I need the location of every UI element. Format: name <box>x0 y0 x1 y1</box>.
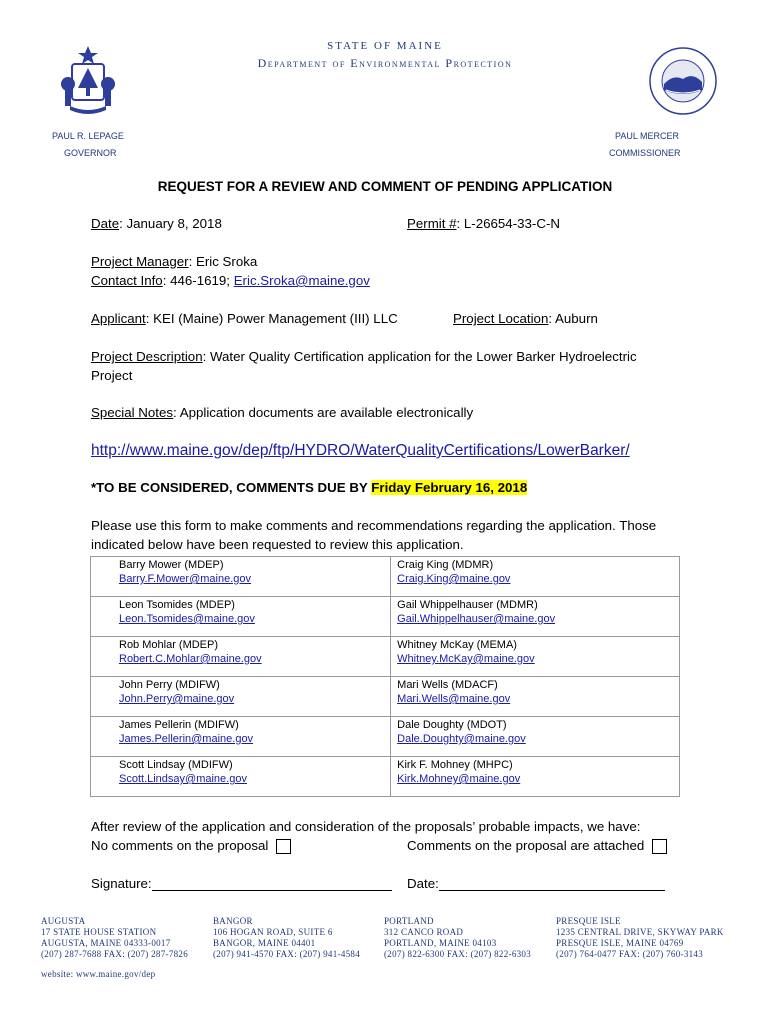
project-description-line2: Project <box>91 368 133 383</box>
recipient-email-link[interactable]: Gail.Whippelhauser@maine.gov <box>397 613 556 625</box>
recipient-name: Barry Mower (MDEP) <box>119 559 224 571</box>
footer-phone: (207) 764-0477 FAX: (207) 760-3143 <box>556 949 704 959</box>
date-label: Date <box>91 216 120 231</box>
sign-date-label: Date: <box>407 876 439 891</box>
recipient-cell <box>91 757 391 797</box>
contact-info-row <box>91 273 370 288</box>
footer-address: 17 STATE HOUSE STATION <box>41 927 157 937</box>
date-row <box>91 216 222 231</box>
footer-office-presque-isle <box>556 916 724 960</box>
permit-row <box>407 216 560 231</box>
project-description-label: Project Description <box>91 349 203 364</box>
recipient-name: Scott Lindsay (MDIFW) <box>119 759 233 771</box>
recipient-cell <box>91 597 391 637</box>
footer-office-augusta <box>41 916 188 960</box>
special-notes-value: : Application documents are available electronically <box>173 405 474 420</box>
footer-city: PRESQUE ISLE <box>556 916 621 926</box>
recipient-row <box>91 717 680 757</box>
no-comments-checkbox[interactable] <box>276 839 291 854</box>
recipient-cell <box>391 677 680 717</box>
signature-field[interactable] <box>152 876 392 891</box>
footer-address: 312 CANCO ROAD <box>384 927 464 937</box>
state-heading: STATE OF MAINE <box>327 40 443 52</box>
project-location-value: : Auburn <box>548 311 598 326</box>
comments-attached-checkbox[interactable] <box>652 839 667 854</box>
footer-phone: (207) 287-7688 FAX: (207) 287-7826 <box>41 949 189 959</box>
recipient-cell <box>391 717 680 757</box>
footer-phone: (207) 822-6300 FAX: (207) 822-6303 <box>384 949 532 959</box>
recipient-email-link[interactable]: Dale.Doughty@maine.gov <box>397 733 526 745</box>
project-description-row <box>91 349 637 364</box>
recipient-name: Rob Mohlar (MDEP) <box>119 639 219 651</box>
recipient-cell <box>91 557 391 597</box>
comments-attached-label: Comments on the proposal are attached <box>407 838 645 853</box>
project-description-value: : Water Quality Certification application for the Lower Barker Hydroelectric <box>202 349 637 364</box>
commissioner-title: COMMISSIONER <box>609 148 681 158</box>
recipient-email-link[interactable]: Leon.Tsomides@maine.gov <box>119 613 255 625</box>
recipient-cell <box>391 597 680 637</box>
recipient-row <box>91 557 680 597</box>
recipient-row <box>91 677 680 717</box>
application-documents-link[interactable]: http://www.maine.gov/dep/ftp/HYDRO/WaterQualityCertifications/LowerBarker/ <box>91 442 630 459</box>
project-manager-row <box>91 254 257 269</box>
recipients-table <box>90 556 680 797</box>
recipient-cell <box>91 677 391 717</box>
special-notes-label: Special Notes <box>91 405 174 420</box>
recipient-row <box>91 597 680 637</box>
recipient-name: John Perry (MDIFW) <box>119 679 220 691</box>
no-comments-option <box>91 838 291 854</box>
instructions-line1: Please use this form to make comments and recommendations regarding the application. Those <box>91 518 657 533</box>
permit-value: : L-26654-33-C-N <box>456 216 560 231</box>
recipient-email-link[interactable]: Craig.King@maine.gov <box>397 573 511 585</box>
footer-website: website: www.maine.gov/dep <box>41 969 156 979</box>
sign-date-row <box>407 876 665 891</box>
recipient-name: Dale Doughty (MDOT) <box>397 719 507 731</box>
department-heading: Department of Environmental Protection <box>257 56 513 70</box>
governor-name: PAUL R. LEPAGE <box>52 131 124 141</box>
footer-city: PORTLAND <box>384 916 434 926</box>
recipient-name: Leon Tsomides (MDEP) <box>119 599 235 611</box>
footer-phone: (207) 941-4570 FAX: (207) 941-4584 <box>213 949 361 959</box>
recipient-email-link[interactable]: Robert.C.Mohlar@maine.gov <box>119 653 262 665</box>
footer-city-zip: AUGUSTA, MAINE 04333-0017 <box>41 938 171 948</box>
recipient-email-link[interactable]: John.Perry@maine.gov <box>119 693 235 705</box>
contact-info-value: : 446-1619; <box>162 273 234 288</box>
applicant-label: Applicant <box>91 311 146 326</box>
project-location-row <box>453 311 598 326</box>
recipient-cell <box>91 637 391 677</box>
recipient-name: Kirk F. Mohney (MHPC) <box>397 759 513 771</box>
recipient-name: James Pellerin (MDIFW) <box>119 719 239 731</box>
recipient-email-link[interactable]: Whitney.McKay@maine.gov <box>397 653 535 665</box>
recipient-email-link[interactable]: Barry.F.Mower@maine.gov <box>119 573 251 585</box>
recipient-name: Mari Wells (MDACF) <box>397 679 498 691</box>
applicant-value: : KEI (Maine) Power Management (III) LLC <box>145 311 398 326</box>
footer-city: BANGOR <box>213 916 253 926</box>
recipient-cell <box>391 637 680 677</box>
special-notes-row <box>91 405 473 420</box>
recipient-email-link[interactable]: James.Pellerin@maine.gov <box>119 733 254 745</box>
comments-attached-option <box>407 838 667 854</box>
applicant-row <box>91 311 398 326</box>
recipient-cell <box>391 557 680 597</box>
contact-info-label: Contact Info <box>91 273 163 288</box>
footer-address: 1235 CENTRAL DRIVE, SKYWAY PARK <box>556 927 724 937</box>
footer-city-zip: PORTLAND, MAINE 04103 <box>384 938 497 948</box>
recipient-row <box>91 637 680 677</box>
instructions-line2: indicated below have been requested to review this application. <box>91 537 464 552</box>
form-title: REQUEST FOR A REVIEW AND COMMENT OF PENDING APPLICATION <box>157 179 613 194</box>
footer-address: 106 HOGAN ROAD, SUITE 6 <box>213 927 333 937</box>
recipient-email-link[interactable]: Kirk.Mohney@maine.gov <box>397 773 521 785</box>
commissioner-name: PAUL MERCER <box>615 131 680 141</box>
state-seal-logo <box>58 44 118 116</box>
no-comments-label: No comments on the proposal <box>91 838 269 853</box>
footer-city-zip: PRESQUE ISLE, MAINE 04769 <box>556 938 684 948</box>
deadline-date: Friday February 16, 2018 <box>371 480 528 495</box>
signature-row <box>91 876 392 891</box>
recipient-cell <box>91 717 391 757</box>
footer-office-bangor <box>213 916 360 960</box>
sign-date-field[interactable] <box>439 876 665 891</box>
footer-city: AUGUSTA <box>41 916 86 926</box>
deadline-text: *TO BE CONSIDERED, COMMENTS DUE BY <box>91 480 372 495</box>
project-location-label: Project Location <box>453 311 549 326</box>
recipient-name: Gail Whippelhauser (MDMR) <box>397 599 538 611</box>
recipient-cell <box>391 757 680 797</box>
contact-email-link[interactable]: Eric.Sroka@maine.gov <box>233 273 370 288</box>
after-review-text: After review of the application and consideration of the proposals’ probable impacts, we have: <box>91 819 641 834</box>
recipient-name: Whitney McKay (MEMA) <box>397 639 517 651</box>
footer-city-zip: BANGOR, MAINE 04401 <box>213 938 316 948</box>
permit-label: Permit # <box>407 216 457 231</box>
recipient-row <box>91 757 680 797</box>
recipient-name: Craig King (MDMR) <box>397 559 494 571</box>
signature-label: Signature: <box>91 876 152 891</box>
project-manager-label: Project Manager <box>91 254 189 269</box>
date-value: : January 8, 2018 <box>119 216 222 231</box>
governor-title: GOVERNOR <box>64 148 117 158</box>
dep-seal-logo <box>648 46 718 116</box>
footer-office-portland <box>384 916 531 960</box>
recipient-email-link[interactable]: Mari.Wells@maine.gov <box>397 693 511 705</box>
recipient-email-link[interactable]: Scott.Lindsay@maine.gov <box>119 773 247 785</box>
deadline-row <box>91 480 527 495</box>
project-manager-value: : Eric Sroka <box>188 254 258 269</box>
